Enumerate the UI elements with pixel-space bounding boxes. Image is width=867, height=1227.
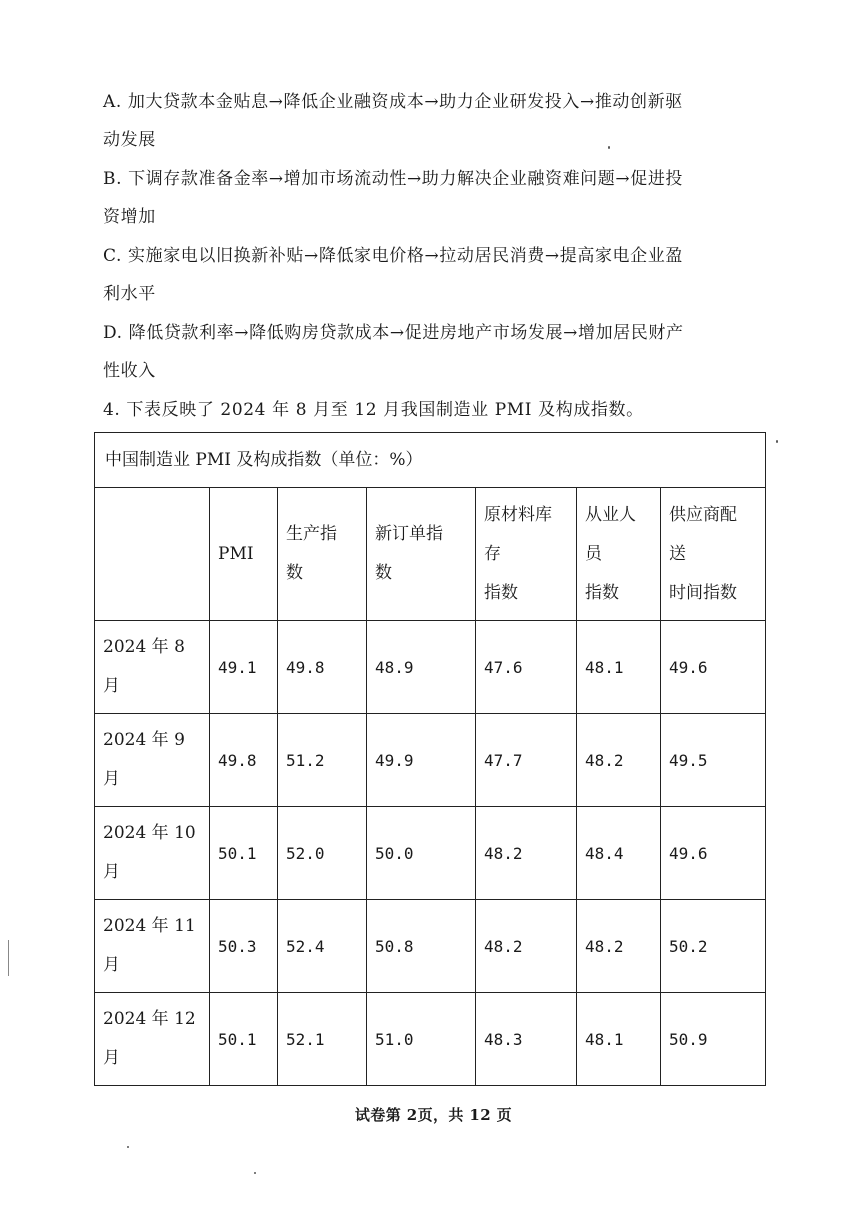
scan-speck (254, 1172, 256, 1174)
cell-production: 52.0 (278, 807, 367, 900)
table-row (95, 807, 766, 900)
header-production: 生产指 数 (278, 488, 367, 621)
cell-raw-materials: 48.2 (476, 807, 577, 900)
option-c-line1: C. 实施家电以旧换新补贴→降低家电价格→拉动居民消费→提高家电企业盈 (103, 246, 683, 266)
row-month: 2024 年 10 月 (95, 807, 210, 900)
cell-production: 49.8 (278, 621, 367, 714)
table-row (95, 714, 766, 807)
scan-speck (776, 440, 778, 443)
cell-employees: 48.2 (577, 714, 661, 807)
cell-pmi: 50.3 (210, 900, 278, 993)
scan-speck (608, 146, 610, 149)
cell-supplier-delivery: 50.9 (661, 993, 766, 1086)
cell-new-orders: 50.8 (367, 900, 476, 993)
table-row (95, 900, 766, 993)
cell-raw-materials: 48.3 (476, 993, 577, 1086)
table-row (95, 993, 766, 1086)
header-raw-materials: 原材料库 存 指数 (476, 488, 577, 621)
cell-employees: 48.1 (577, 993, 661, 1086)
cell-raw-materials: 47.7 (476, 714, 577, 807)
option-d-line2: 性收入 (103, 361, 156, 381)
cell-production: 52.1 (278, 993, 367, 1086)
cell-raw-materials: 47.6 (476, 621, 577, 714)
page-footer: 试卷第 2页，共 12 页 (354, 1106, 513, 1124)
header-corner (95, 488, 210, 621)
option-b-line1: B. 下调存款准备金率→增加市场流动性→助力解决企业融资难问题→促进投 (103, 169, 684, 189)
cell-pmi: 50.1 (210, 993, 278, 1086)
option-d-line1: D. 降低贷款利率→降低购房贷款成本→促进房地产市场发展→增加居民财产 (103, 323, 684, 343)
header-employees: 从业人 员 指数 (577, 488, 661, 621)
option-a-line2: 动发展 (103, 130, 156, 150)
option-b-line2: 资增加 (103, 207, 156, 227)
table-header-row (95, 488, 766, 621)
option-c-line2: 利水平 (103, 284, 156, 304)
cell-new-orders: 48.9 (367, 621, 476, 714)
question-4-stem: 4. 下表反映了 2024 年 8 月至 12 月我国制造业 PMI 及构成指数。 (103, 400, 644, 420)
cell-production: 52.4 (278, 900, 367, 993)
cell-production: 51.2 (278, 714, 367, 807)
cell-new-orders: 49.9 (367, 714, 476, 807)
cell-new-orders: 50.0 (367, 807, 476, 900)
header-new-orders: 新订单指 数 (367, 488, 476, 621)
cell-pmi: 50.1 (210, 807, 278, 900)
cell-employees: 48.2 (577, 900, 661, 993)
header-pmi: PMI (210, 488, 278, 621)
table-row (95, 621, 766, 714)
table-caption: 中国制造业 PMI 及构成指数（单位：%） (95, 433, 766, 488)
header-supplier-delivery: 供应商配 送 时间指数 (661, 488, 766, 621)
scan-edge-mark (8, 940, 9, 976)
option-a-line1: A. 加大贷款本金贴息→降低企业融资成本→助力企业研发投入→推动创新驱 (103, 92, 683, 112)
cell-employees: 48.1 (577, 621, 661, 714)
scan-speck (127, 1146, 129, 1148)
cell-employees: 48.4 (577, 807, 661, 900)
cell-new-orders: 51.0 (367, 993, 476, 1086)
row-month: 2024 年 9 月 (95, 714, 210, 807)
cell-supplier-delivery: 49.6 (661, 807, 766, 900)
cell-supplier-delivery: 49.5 (661, 714, 766, 807)
cell-pmi: 49.8 (210, 714, 278, 807)
cell-pmi: 49.1 (210, 621, 278, 714)
row-month: 2024 年 8 月 (95, 621, 210, 714)
row-month: 2024 年 12 月 (95, 993, 210, 1086)
cell-supplier-delivery: 49.6 (661, 621, 766, 714)
cell-supplier-delivery: 50.2 (661, 900, 766, 993)
cell-raw-materials: 48.2 (476, 900, 577, 993)
pmi-table (94, 432, 766, 1086)
row-month: 2024 年 11 月 (95, 900, 210, 993)
